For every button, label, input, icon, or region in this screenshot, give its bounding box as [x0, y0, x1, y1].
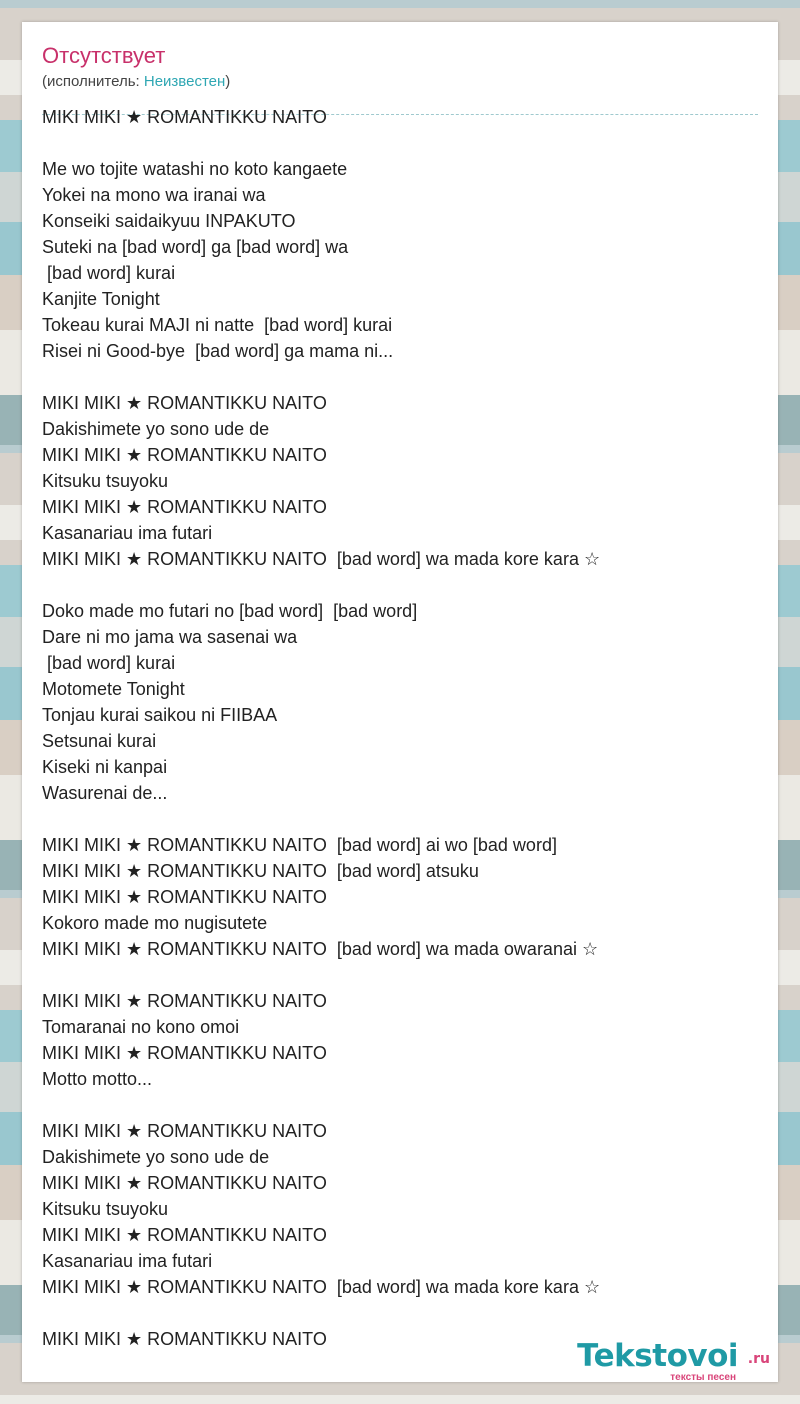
logo-wordmark: Tekstovoi	[577, 1338, 738, 1374]
lyric-line: Kokoro made mo nugisutete	[42, 913, 268, 933]
lyric-line: MIKI MIKI ★ ROMANTIKKU NAITO	[42, 1329, 327, 1349]
lyric-line: MIKI MIKI ★ ROMANTIKKU NAITO	[42, 1121, 327, 1141]
lyric-line: Konseiki saidaikyuu INPAKUTO	[42, 211, 296, 231]
lyric-line: MIKI MIKI ★ ROMANTIKKU NAITO [bad word] wa mada owaranai ☆	[42, 939, 599, 959]
lyric-blank-line	[42, 806, 758, 832]
lyric-line: Me wo tojite watashi no koto kangaete	[42, 159, 348, 179]
lyric-line: [bad word] kurai	[42, 653, 176, 673]
lyric-line: MIKI MIKI ★ ROMANTIKKU NAITO	[42, 991, 327, 1011]
lyric-line: Tomaranai no kono omoi	[42, 1017, 240, 1037]
lyric-line: MIKI MIKI ★ ROMANTIKKU NAITO [bad word] wa mada kore kara ☆	[42, 1277, 601, 1297]
lyric-line: Wasurenai de...	[42, 783, 168, 803]
lyric-blank-line	[42, 1300, 758, 1326]
lyric-line: Motto motto...	[42, 1069, 153, 1089]
lyric-line: Doko made mo futari no [bad word] [bad word]	[42, 601, 418, 621]
lyric-line: Dakishimete yo sono ude de	[42, 419, 270, 439]
lyric-line: Suteki na [bad word] ga [bad word] wa	[42, 237, 349, 257]
artist-suffix: )	[225, 73, 231, 90]
lyric-line: Kasanariau ima futari	[42, 523, 213, 543]
lyric-line: MIKI MIKI ★ ROMANTIKKU NAITO	[42, 887, 327, 907]
lyric-line: Dare ni mo jama wa sasenai wa	[42, 627, 298, 647]
lyric-line: Kitsuku tsuyoku	[42, 1199, 169, 1219]
artist-line	[42, 72, 230, 92]
artist-link[interactable]: Неизвестен	[143, 73, 226, 90]
lyric-line: MIKI MIKI ★ ROMANTIKKU NAITO	[42, 1173, 327, 1193]
song-title: Отсутствует	[42, 43, 166, 68]
lyrics-body	[42, 104, 758, 1352]
lyric-line: MIKI MIKI ★ ROMANTIKKU NAITO [bad word] wa mada kore kara ☆	[42, 549, 601, 569]
lyric-line: Setsunai kurai	[42, 731, 157, 751]
lyric-line: Kanjite Tonight	[42, 289, 160, 309]
lyric-line: Yokei na mono wa iranai wa	[42, 185, 266, 205]
lyric-line: MIKI MIKI ★ ROMANTIKKU NAITO [bad word] ai wo [bad word]	[42, 835, 557, 855]
lyric-line: Tonjau kurai saikou ni FIIBAA	[42, 705, 278, 725]
lyric-line: MIKI MIKI ★ ROMANTIKKU NAITO	[42, 107, 327, 127]
lyric-line: Kasanariau ima futari	[42, 1251, 213, 1271]
lyric-blank-line	[42, 1092, 758, 1118]
logo-tagline: тексты песен	[670, 1372, 736, 1383]
lyrics-card	[22, 22, 778, 1382]
lyric-line: MIKI MIKI ★ ROMANTIKKU NAITO	[42, 445, 327, 465]
lyric-blank-line	[42, 364, 758, 390]
lyric-line: MIKI MIKI ★ ROMANTIKKU NAITO	[42, 1225, 327, 1245]
lyric-line: MIKI MIKI ★ ROMANTIKKU NAITO [bad word] atsuku	[42, 861, 479, 881]
lyric-line: Kitsuku tsuyoku	[42, 471, 169, 491]
lyric-line: [bad word] kurai	[42, 263, 176, 283]
lyric-blank-line	[42, 130, 758, 156]
logo-domain: .ru	[747, 1351, 770, 1367]
lyric-line: Tokeau kurai MAJI ni natte [bad word] kurai	[42, 315, 393, 335]
lyric-line: Dakishimete yo sono ude de	[42, 1147, 270, 1167]
lyric-blank-line	[42, 572, 758, 598]
lyric-line: MIKI MIKI ★ ROMANTIKKU NAITO	[42, 497, 327, 517]
lyric-line: Motomete Tonight	[42, 679, 185, 699]
artist-prefix: (исполнитель:	[42, 73, 144, 90]
lyric-blank-line	[42, 962, 758, 988]
site-logo[interactable]	[552, 1338, 772, 1382]
lyric-line: Risei ni Good-bye [bad word] ga mama ni...	[42, 341, 394, 361]
lyric-line: MIKI MIKI ★ ROMANTIKKU NAITO	[42, 1043, 327, 1063]
lyric-line: Kiseki ni kanpai	[42, 757, 168, 777]
lyric-line: MIKI MIKI ★ ROMANTIKKU NAITO	[42, 393, 327, 413]
